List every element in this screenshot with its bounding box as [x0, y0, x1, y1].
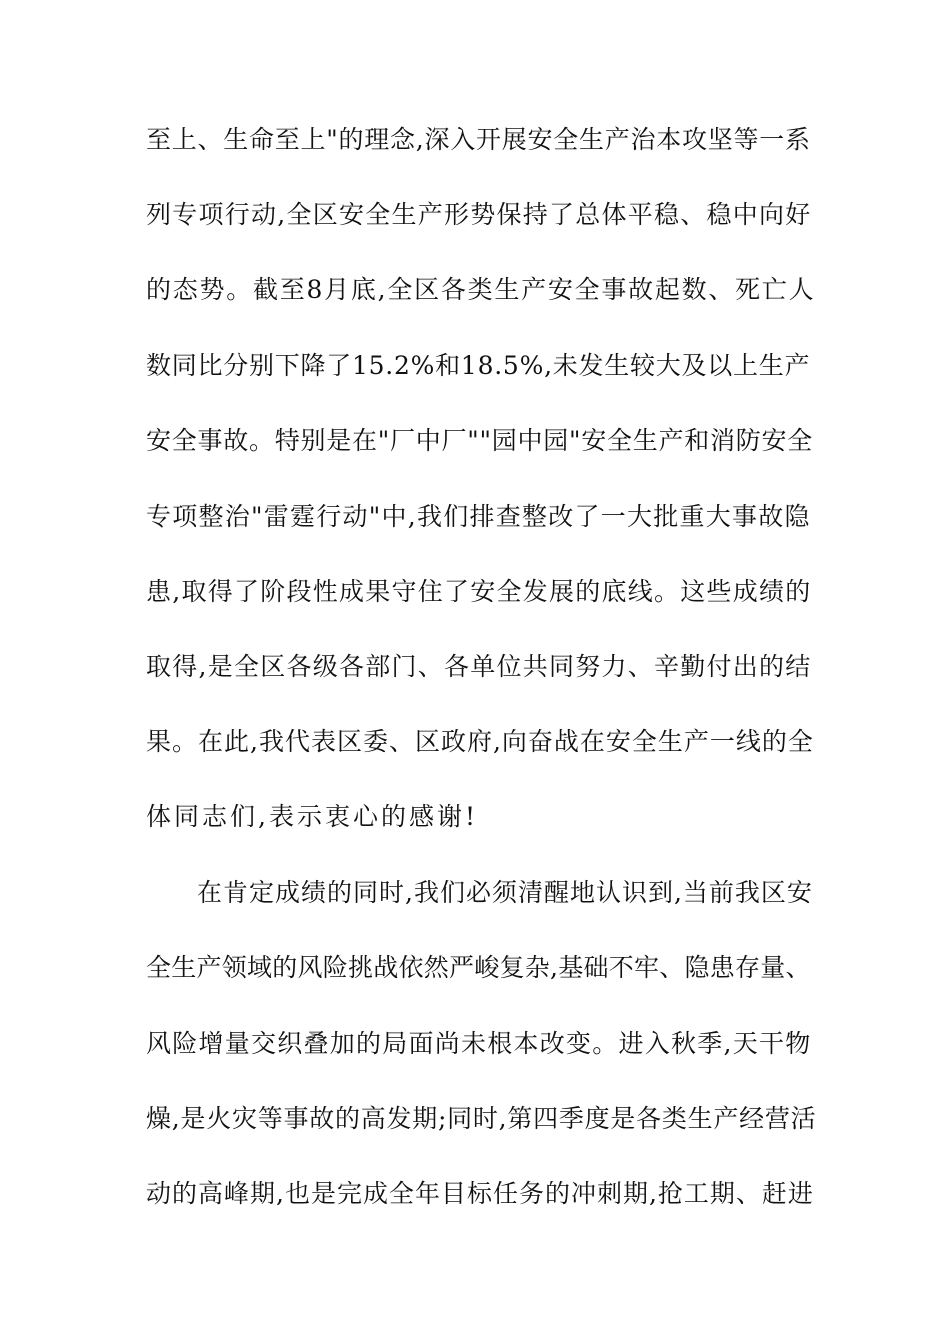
paragraph-line: 果。在此,我代表区委、区政府,向奋战在安全生产一线的全	[146, 727, 814, 756]
paragraph-line: 列专项行动,全区安全生产形势保持了总体平稳、稳中向好	[146, 200, 812, 229]
paragraph-line: 患,取得了阶段性成果守住了安全发展的底线。这些成绩的	[146, 577, 812, 606]
paragraph-line: 的态势。截至8月底,全区各类生产安全事故起数、死亡人	[146, 275, 816, 304]
paragraph-line: 体同志们,表示衷心的感谢!	[146, 802, 478, 831]
paragraph-line: 取得,是全区各级各部门、各单位共同努力、辛勤付出的结	[146, 652, 812, 681]
paragraph-line: 全生产领域的风险挑战依然严峻复杂,基础不牢、隐患存量、	[146, 953, 811, 982]
paragraph-first-line: 在肯定成绩的同时,我们必须清醒地认识到,当前我区安	[197, 878, 813, 907]
paragraph-line: 专项整治"雷霆行动"中,我们排查整改了一大批重大事故隐	[146, 502, 811, 531]
paragraph-line: 风险增量交织叠加的局面尚未根本改变。进入秋季,天干物	[146, 1029, 812, 1058]
paragraph-line: 动的高峰期,也是完成全年目标任务的冲刺期,抢工期、赶进	[146, 1179, 814, 1208]
paragraph-line: 燥,是火灾等事故的高发期;同时,第四季度是各类生产经营活	[146, 1104, 817, 1133]
paragraph-line: 至上、生命至上"的理念,深入开展安全生产治本攻坚等一系	[146, 125, 811, 154]
paragraph-line: 安全事故。特别是在"厂中厂""园中园"安全生产和消防安全	[146, 426, 813, 455]
paragraph-line: 数同比分别下降了15.2%和18.5%,未发生较大及以上生产	[146, 351, 811, 380]
